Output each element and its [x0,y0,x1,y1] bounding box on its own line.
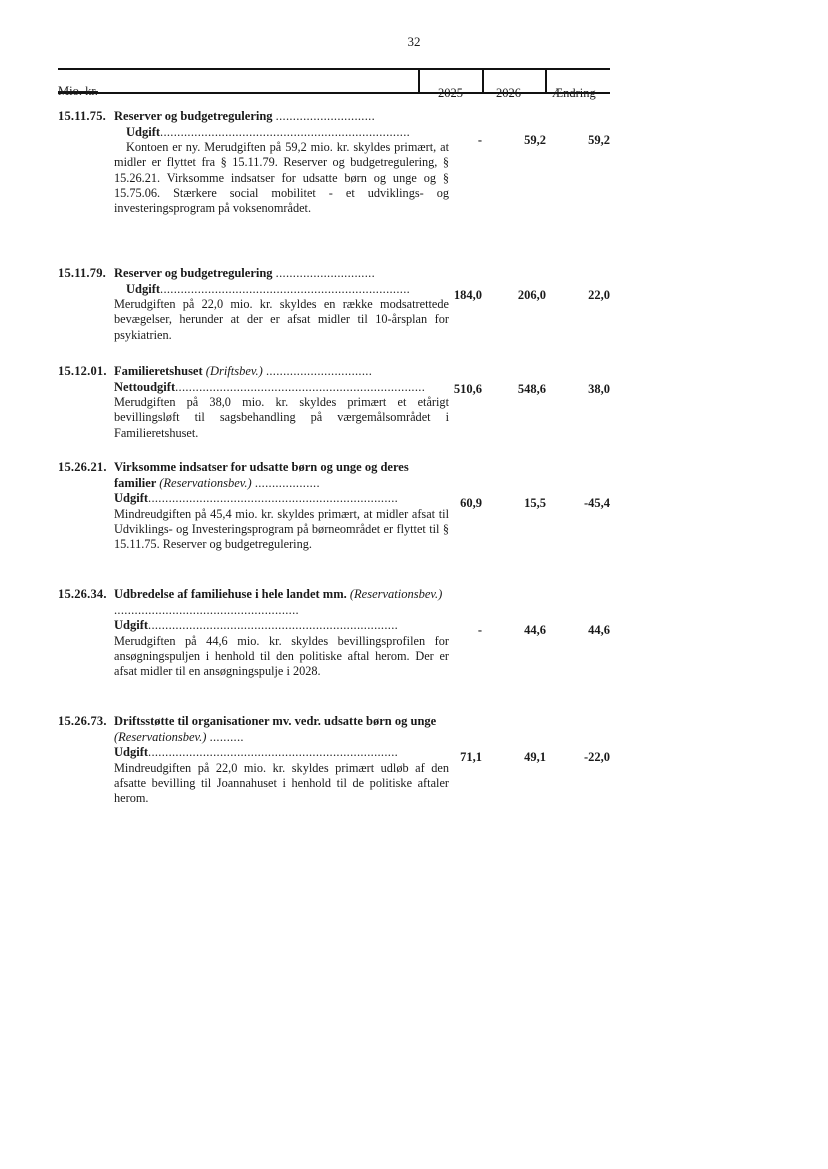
account-description: Kontoen er ny. Merudgiften på 59,2 mio. kr. skyldes primært, at midler er flyttet fra § 15.11.79. Reserver og budgetregulering, § 15.26.21. Virksomme indsatser for udsatte børn og unge og § 15.75.06. Stærkere social mobilitet - et udviklings- og investeringsprogram på voksenområdet. [114,140,449,215]
account-code: 15.11.79. [58,266,106,280]
line-label: Udgift......................................................................... [114,618,399,633]
account-title: Reserver og budgetregulering ............................. [114,109,375,123]
line-label: Udgift......................................................................... [126,124,411,139]
account-description: Merudgiften på 22,0 mio. kr. skyldes en række modsatrettede bevægelser, herunder at der er afsat midler til 10-årsplan for psykiatrien. [114,297,449,342]
account-title: Driftsstøtte til organisationer mv. vedr. udsatte børn og unge (Reservationsbev.) .......... [114,714,437,744]
budget-entry [58,587,618,679]
account-title: Familieretshuset (Driftsbev.) ............................... [114,364,373,378]
account-code: 15.26.73. [58,714,107,728]
value-change: -22,0 [583,750,610,764]
value-2026: 206,0 [517,288,546,302]
value-change: -45,4 [583,496,610,510]
value-2026: 548,6 [517,382,546,396]
value-2026: 49,1 [524,750,546,764]
account-code: 15.12.01. [58,364,107,378]
header-top-rule [58,68,610,70]
account-description: Merudgiften på 44,6 mio. kr. skyldes bevillingsprofilen for ansøgningspuljen i henhold til den politiske aftal herom. Der er afsat midler til en ansøgningspulje i 2028. [114,633,449,679]
line-label: Udgift......................................................................... [126,281,411,296]
account-code: 15.26.21. [58,460,107,474]
account-description: Mindreudgiften på 22,0 mio. kr. skyldes primært udløb af den afsatte bevilling til Joannahuset i henhold til de politiske aftaler herom. [114,760,449,806]
value-2025: 184,0 [453,288,482,302]
header-divider-2 [482,70,484,94]
account-code: 15.26.34. [58,587,107,601]
account-title: Virksomme indsatser for udsatte børn og unge og deres familier (Reservationsbev.) ................... [114,460,409,490]
header-unit: Mio. kr. [58,84,98,98]
value-2026: 15,5 [524,496,546,510]
budget-entry [58,460,618,552]
header-divider-3 [545,70,547,94]
account-title: Udbredelse af familiehuse i hele landet mm. (Reservationsbev.) ...................................................... [114,587,443,617]
account-description: Mindreudgiften på 45,4 mio. kr. skyldes primært, at midler afsat til Udviklings- og Investeringsprogram på børneområdet er flyttet til § 15.11.75. Reserver og budgetregulering. [114,506,449,552]
value-change: 22,0 [588,288,610,302]
page-number: 32 [407,34,421,49]
value-change: 38,0 [588,382,610,396]
value-2025: - [477,623,482,637]
value-2026: 44,6 [524,623,546,637]
header-change: Ændring [552,86,596,100]
value-2025: - [477,133,482,147]
budget-entry [58,714,618,806]
account-description: Merudgiften på 38,0 mio. kr. skyldes primært et etårigt bevillingsløft til sagsbehandling på værgemålsområdet i Familieretshuset. [114,395,449,440]
header-2026: 2026 [496,86,521,100]
value-2026: 59,2 [524,133,546,147]
line-label: Nettoudgift......................................................................... [114,379,426,394]
line-label: Udgift......................................................................... [114,745,399,760]
value-2025: 71,1 [460,750,482,764]
value-change: 44,6 [588,623,610,637]
value-change: 59,2 [588,133,610,147]
account-title: Reserver og budgetregulering ............................. [114,266,375,280]
value-2025: 60,9 [460,496,482,510]
header-divider-1 [418,70,420,94]
account-code: 15.11.75. [58,109,106,123]
budget-entry [58,109,618,216]
header-bottom-rule [58,92,610,94]
value-2025: 510,6 [453,382,482,396]
header-2025: 2025 [438,86,463,100]
budget-entry [58,364,618,441]
line-label: Udgift......................................................................... [114,491,399,506]
budget-entry [58,266,618,343]
